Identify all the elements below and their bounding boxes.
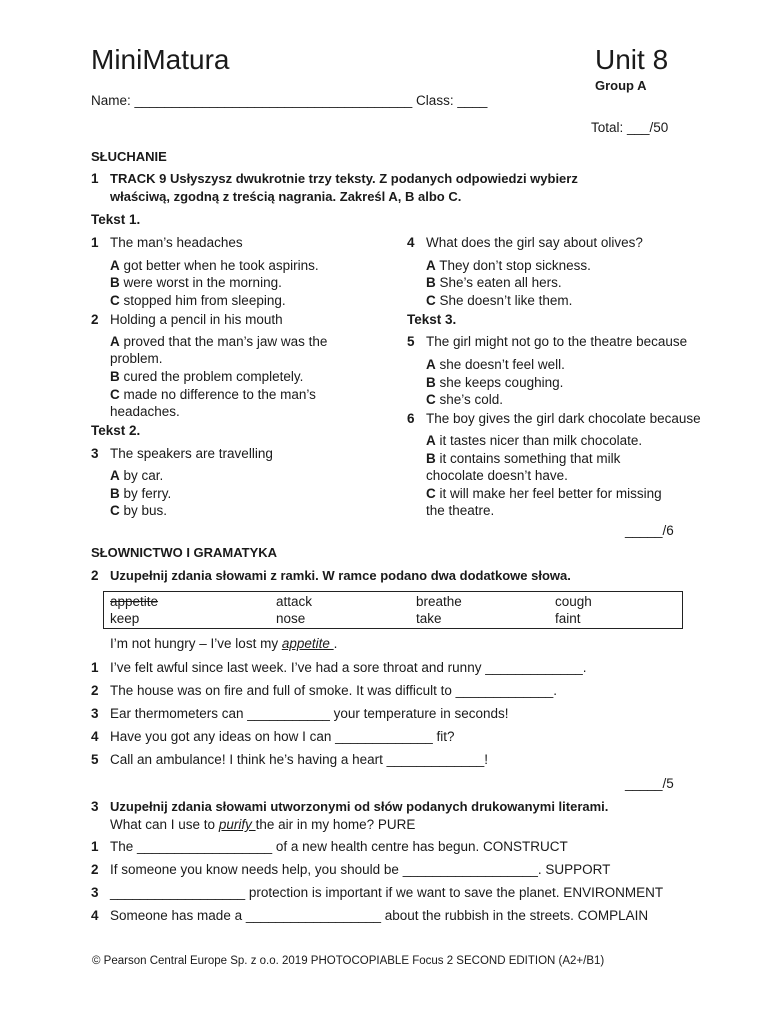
example-sentence: What can I use to purify the air in my home? PURE xyxy=(110,817,416,832)
word-box-item: cough xyxy=(555,594,592,609)
word-formation-sentence[interactable]: Someone has made a __________________ about the rubbish in the streets. COMPLAIN xyxy=(110,908,649,923)
option-b[interactable]: B it contains something that milk xyxy=(426,451,621,466)
task-instruction: Uzupełnij zdania słowami z ramki. W ramce podano dwa dodatkowe słowa. xyxy=(110,568,571,583)
text-2-heading: Tekst 2. xyxy=(91,423,141,438)
page-title: MiniMatura xyxy=(91,44,230,75)
task-instruction-line2: właściwą, zgodną z treścią nagrania. Zakreśl A, B albo C. xyxy=(110,189,462,204)
text-3-heading: Tekst 3. xyxy=(407,312,457,327)
question-text: The man’s headaches xyxy=(110,235,243,250)
group-label: Group A xyxy=(595,78,647,93)
option-a[interactable]: A by car. xyxy=(110,468,164,483)
gap-fill-sentence[interactable]: Have you got any ideas on how I can _____________ fit? xyxy=(110,729,455,744)
question-number: 1 xyxy=(91,235,99,250)
word-formation-sentence[interactable]: The __________________ of a new health centre has begun. CONSTRUCT xyxy=(110,839,568,854)
example-sentence: I’m not hungry – I’ve lost my appetite . xyxy=(110,636,338,651)
option-c[interactable]: C she’s cold. xyxy=(426,392,504,407)
question-text: Holding a pencil in his mouth xyxy=(110,312,283,327)
word-box-item: nose xyxy=(276,611,306,626)
task-instruction-line1: TRACK 9 Usłyszysz dwukrotnie trzy teksty. Z podanych odpowiedzi wybierz xyxy=(110,171,578,186)
option-c[interactable]: C it will make her feel better for missing xyxy=(426,486,662,501)
word-box xyxy=(103,591,683,629)
item-number: 4 xyxy=(91,908,99,923)
option-b[interactable]: B were worst in the morning. xyxy=(110,275,282,290)
question-number: 5 xyxy=(407,334,415,349)
option-b[interactable]: B by ferry. xyxy=(110,486,172,501)
word-box-item: breathe xyxy=(416,594,462,609)
question-number: 2 xyxy=(91,312,99,327)
item-number: 2 xyxy=(91,683,99,698)
option-c-continued: headaches. xyxy=(110,404,180,419)
item-number: 1 xyxy=(91,660,99,675)
task-number: 1 xyxy=(91,171,99,186)
section-score: _____/5 xyxy=(625,776,674,791)
section-heading-vocabulary: SŁOWNICTWO I GRAMATYKA xyxy=(91,545,278,560)
item-number: 4 xyxy=(91,729,99,744)
text-1-heading: Tekst 1. xyxy=(91,212,141,227)
word-box-item: take xyxy=(416,611,442,626)
option-a[interactable]: A got better when he took aspirins. xyxy=(110,258,319,273)
word-formation-sentence[interactable]: If someone you know needs help, you should be __________________. SUPPORT xyxy=(110,862,611,877)
section-score: _____/6 xyxy=(625,523,674,538)
word-formation-sentence[interactable]: __________________ protection is important if we want to save the planet. ENVIRONMENT xyxy=(110,885,664,900)
gap-fill-sentence[interactable]: The house was on fire and full of smoke. It was difficult to _____________. xyxy=(110,683,558,698)
question-number: 4 xyxy=(407,235,415,250)
option-b[interactable]: B She’s eaten all hers. xyxy=(426,275,562,290)
gap-fill-sentence[interactable]: Call an ambulance! I think he’s having a heart _____________! xyxy=(110,752,489,767)
option-a[interactable]: A it tastes nicer than milk chocolate. xyxy=(426,433,643,448)
name-class-line: Name: _____________________________________ Class: ____ xyxy=(91,93,488,108)
word-box-item: faint xyxy=(555,611,581,626)
option-b-continued: chocolate doesn’t have. xyxy=(426,468,568,483)
task-number: 3 xyxy=(91,799,99,814)
option-c[interactable]: C She doesn’t like them. xyxy=(426,293,573,308)
gap-fill-sentence[interactable]: I’ve felt awful since last week. I’ve had a sore throat and runny _____________. xyxy=(110,660,587,675)
question-number: 6 xyxy=(407,411,415,426)
option-a[interactable]: A she doesn’t feel well. xyxy=(426,357,565,372)
footer-copyright: © Pearson Central Europe Sp. z o.o. 2019 PHOTOCOPIABLE Focus 2 SECOND EDITION (A2+/B1) xyxy=(92,955,605,967)
question-text: The girl might not go to the theatre because xyxy=(426,334,688,349)
item-number: 2 xyxy=(91,862,99,877)
section-heading-listening: SŁUCHANIE xyxy=(91,149,167,164)
option-b[interactable]: B cured the problem completely. xyxy=(110,369,304,384)
item-number: 5 xyxy=(91,752,99,767)
gap-fill-sentence[interactable]: Ear thermometers can ___________ your temperature in seconds! xyxy=(110,706,509,721)
question-text: What does the girl say about olives? xyxy=(426,235,643,250)
total-score: Total: ___/50 xyxy=(591,120,669,135)
option-a-continued: problem. xyxy=(110,351,163,366)
option-c-continued: the theatre. xyxy=(426,503,495,518)
option-c[interactable]: C stopped him from sleeping. xyxy=(110,293,286,308)
item-number: 1 xyxy=(91,839,99,854)
task-number: 2 xyxy=(91,568,99,583)
question-number: 3 xyxy=(91,446,99,461)
option-c[interactable]: C by bus. xyxy=(110,503,168,518)
option-c[interactable]: C made no difference to the man’s xyxy=(110,387,316,402)
option-a[interactable]: A proved that the man’s jaw was the xyxy=(110,334,328,349)
word-box-item: attack xyxy=(276,594,313,609)
option-b[interactable]: B she keeps coughing. xyxy=(426,375,564,390)
word-box-item: appetite xyxy=(110,594,159,609)
item-number: 3 xyxy=(91,706,99,721)
task-instruction: Uzupełnij zdania słowami utworzonymi od słów podanych drukowanymi literami. xyxy=(110,799,609,814)
question-text: The speakers are travelling xyxy=(110,446,273,461)
option-a[interactable]: A They don’t stop sickness. xyxy=(426,258,591,273)
unit-label: Unit 8 xyxy=(595,44,669,75)
question-text: The boy gives the girl dark chocolate because xyxy=(426,411,701,426)
item-number: 3 xyxy=(91,885,99,900)
word-box-item: keep xyxy=(110,611,140,626)
